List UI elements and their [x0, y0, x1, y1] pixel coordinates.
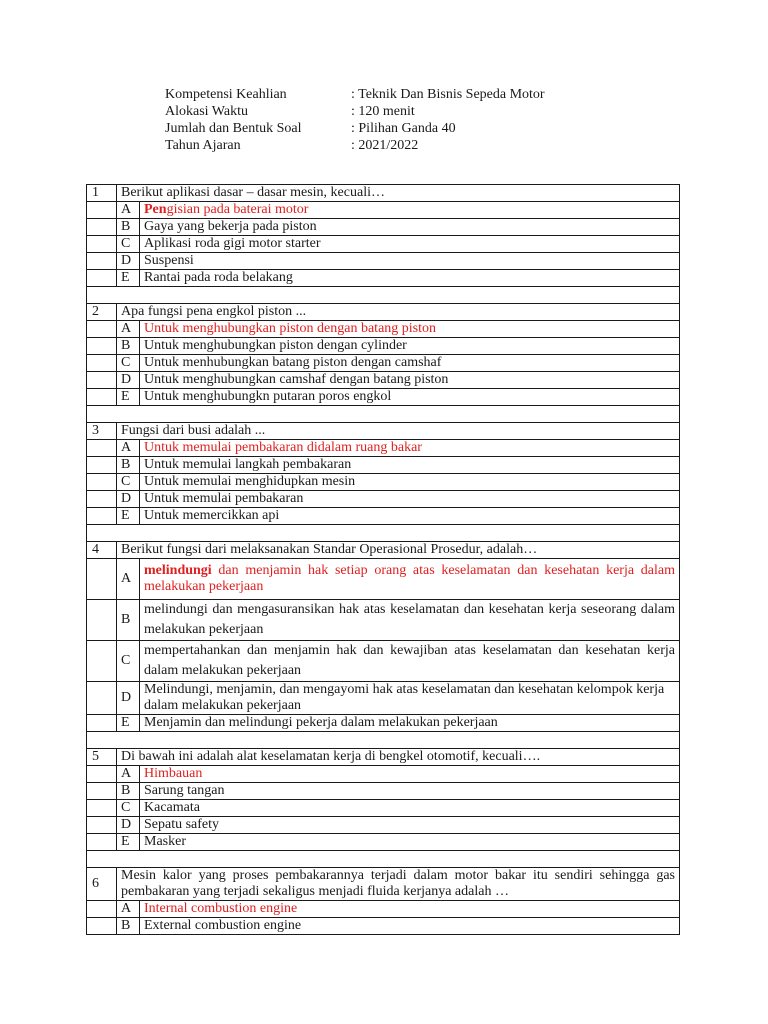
option-row	[87, 508, 680, 525]
option-letter: E	[117, 834, 140, 851]
spacer-row	[87, 406, 680, 423]
option-row	[87, 253, 680, 270]
question-number: 1	[87, 185, 117, 202]
header-row	[165, 86, 545, 103]
option-text-correct: Untuk memulai pembakaran didalam ruang bakar	[140, 440, 680, 457]
option-row	[87, 817, 680, 834]
option-text-correct: Pengisian pada baterai motor	[140, 202, 680, 219]
question-number: 2	[87, 304, 117, 321]
header-value: : Teknik Dan Bisnis Sepeda Motor	[351, 87, 545, 102]
option-letter: C	[117, 800, 140, 817]
question-row	[87, 185, 680, 202]
option-text: Untuk menghubungkn putaran poros engkol	[140, 389, 680, 406]
option-text: Masker	[140, 834, 680, 851]
question-row	[87, 423, 680, 440]
option-row	[87, 766, 680, 783]
option-letter: A	[117, 202, 140, 219]
option-letter: B	[117, 783, 140, 800]
option-text: Melindungi, menjamin, dan mengayomi hak atas keselamatan dan kesehatan kelompok kerja dalam melakukan pekerjaan	[140, 682, 680, 715]
option-letter: A	[117, 440, 140, 457]
question-number: 4	[87, 542, 117, 559]
option-letter: E	[117, 715, 140, 732]
option-text: Suspensi	[140, 253, 680, 270]
option-row	[87, 783, 680, 800]
question-row	[87, 304, 680, 321]
header-label: Tahun Ajaran	[165, 138, 241, 153]
option-text-correct: Internal combustion engine	[140, 901, 680, 918]
spacer-row	[87, 287, 680, 304]
question-row	[87, 749, 680, 766]
exam-header	[165, 86, 545, 154]
option-letter: C	[117, 641, 140, 682]
option-row	[87, 901, 680, 918]
option-text: Sarung tangan	[140, 783, 680, 800]
option-row	[87, 918, 680, 935]
option-letter: A	[117, 321, 140, 338]
header-value: : 2021/2022	[351, 138, 419, 153]
option-row	[87, 355, 680, 372]
option-row	[87, 440, 680, 457]
option-text: Untuk menghubungkan camshaf dengan batang piston	[140, 372, 680, 389]
option-letter: D	[117, 682, 140, 715]
option-row	[87, 491, 680, 508]
option-row	[87, 236, 680, 253]
header-label: Kompetensi Keahlian	[165, 87, 287, 102]
option-text: Untuk memulai menghidupkan mesin	[140, 474, 680, 491]
option-letter: D	[117, 372, 140, 389]
question-text: Berikut fungsi dari melaksanakan Standar Operasional Prosedur, adalah…	[117, 542, 680, 559]
option-letter: D	[117, 253, 140, 270]
option-row	[87, 202, 680, 219]
option-text: Gaya yang bekerja pada piston	[140, 219, 680, 236]
option-letter: D	[117, 491, 140, 508]
option-row	[87, 715, 680, 732]
option-letter: E	[117, 270, 140, 287]
option-text: Menjamin dan melindungi pekerja dalam melakukan pekerjaan	[140, 715, 680, 732]
option-row	[87, 338, 680, 355]
question-number: 3	[87, 423, 117, 440]
option-letter: B	[117, 219, 140, 236]
option-text-correct: Himbauan	[140, 766, 680, 783]
spacer-row	[87, 732, 680, 749]
option-text: Kacamata	[140, 800, 680, 817]
option-text: Aplikasi roda gigi motor starter	[140, 236, 680, 253]
option-row	[87, 219, 680, 236]
option-letter: B	[117, 918, 140, 935]
question-number: 5	[87, 749, 117, 766]
option-row	[87, 834, 680, 851]
option-letter: E	[117, 389, 140, 406]
option-letter: C	[117, 236, 140, 253]
question-text: Di bawah ini adalah alat keselamatan kerja di bengkel otomotif, kecuali….	[117, 749, 680, 766]
option-text: melindungi dan mengasuransikan hak atas keselamatan dan kesehatan kerja seseorang dalam melakukan pekerjaan	[140, 600, 680, 641]
option-letter: C	[117, 474, 140, 491]
option-letter: B	[117, 457, 140, 474]
option-text: Untuk memulai langkah pembakaran	[140, 457, 680, 474]
header-label: Jumlah dan Bentuk Soal	[165, 121, 302, 136]
option-row	[87, 389, 680, 406]
option-letter: D	[117, 817, 140, 834]
option-letter: A	[117, 901, 140, 918]
option-row	[87, 474, 680, 491]
question-text: Fungsi dari busi adalah ...	[117, 423, 680, 440]
header-value: : Pilihan Ganda 40	[351, 121, 456, 136]
option-row	[87, 270, 680, 287]
option-text: Untuk memulai pembakaran	[140, 491, 680, 508]
option-letter: A	[117, 766, 140, 783]
option-text: Untuk menhubungkan batang piston dengan camshaf	[140, 355, 680, 372]
question-text: Apa fungsi pena engkol piston ...	[117, 304, 680, 321]
question-row	[87, 542, 680, 559]
option-letter: B	[117, 338, 140, 355]
question-number: 6	[87, 868, 117, 901]
option-text: Sepatu safety	[140, 817, 680, 834]
question-row	[87, 868, 680, 901]
option-row	[87, 600, 680, 641]
spacer-row	[87, 525, 680, 542]
option-row	[87, 559, 680, 600]
question-text: Berikut aplikasi dasar – dasar mesin, kecuali…	[117, 185, 680, 202]
header-row	[165, 137, 545, 154]
option-text: Rantai pada roda belakang	[140, 270, 680, 287]
option-row	[87, 682, 680, 715]
option-letter: E	[117, 508, 140, 525]
option-text: Untuk memercikkan api	[140, 508, 680, 525]
option-text-correct: melindungi dan menjamin hak setiap orang atas keselamatan dan kesehatan kerja dalam melakukan pekerjaan	[140, 559, 680, 600]
option-text: External combustion engine	[140, 918, 680, 935]
option-text: Untuk menghubungkan piston dengan cylinder	[140, 338, 680, 355]
option-text-correct: Untuk menghubungkan piston dengan batang piston	[140, 321, 680, 338]
header-label: Alokasi Waktu	[165, 104, 248, 119]
spacer-row	[87, 851, 680, 868]
option-row	[87, 641, 680, 682]
option-row	[87, 457, 680, 474]
question-text: Mesin kalor yang proses pembakarannya terjadi dalam motor bakar itu sendiri sehingga gas pembakaran yang terjadi sekaligus menjadi fluida kerjanya adalah …	[117, 868, 680, 901]
option-row	[87, 372, 680, 389]
option-row	[87, 800, 680, 817]
header-row	[165, 103, 545, 120]
option-row	[87, 321, 680, 338]
header-value: : 120 menit	[351, 104, 415, 119]
option-letter: A	[117, 559, 140, 600]
option-letter: C	[117, 355, 140, 372]
question-table	[86, 184, 680, 935]
option-text: mempertahankan dan menjamin hak dan kewajiban atas keselamatan dan kesehatan kerja dalam melakukan pekerjaan	[140, 641, 680, 682]
option-letter: B	[117, 600, 140, 641]
header-row	[165, 120, 545, 137]
